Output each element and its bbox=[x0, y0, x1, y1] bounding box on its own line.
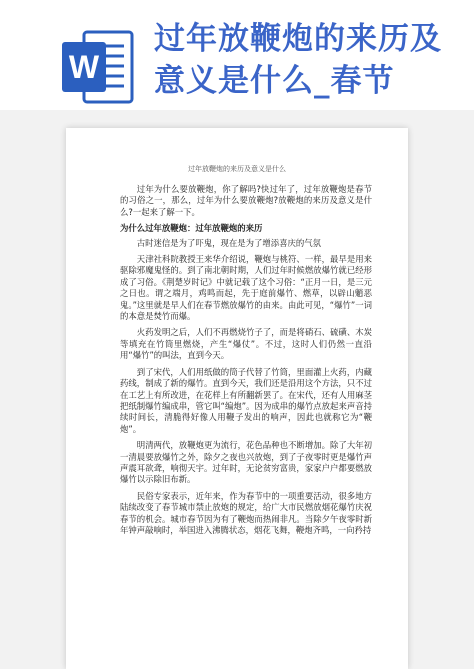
intro-paragraph: 过年为什么要放鞭炮，你了解吗?快过年了，过年放鞭炮是春节的习俗之一，那么，过年为什么要放鞭炮?放鞭炮的来历及意义是什么?一起来了解一下。 bbox=[120, 184, 372, 217]
document-title: 过年放鞭炮的来历及意义是什么 bbox=[188, 165, 286, 173]
page-title: 过年放鞭炮的来历及意义是什么_春节 bbox=[154, 21, 442, 99]
body-paragraph: 火药发明之后，人们不再燃烧竹子了，而是将硝石、硫磺、木炭等填充在竹筒里燃烧，产生“爆仗”。不过，这时人们仍然一直沿用“爆竹”的叫法，直到今天。 bbox=[120, 327, 372, 361]
body-paragraph: 天津社科院教授王来华介绍说，鞭炮与桃符、一样，最早是用来驱除邪魔鬼怪的。到了南北朝时期，人们过年时候燃放爆竹就已经形成了习俗。《荆楚岁时记》中就记载了这个习俗：“正月一日，是三元之日也。谓之端月，鸡鸣而起，先于庭前爆竹、燃草，以辟山魈恶鬼。”这里就是早人们在春节燃放爆竹的由来。由此可见，“爆竹”一词的本意是焚竹而爆。 bbox=[120, 254, 372, 322]
body-paragraph: 明清两代，放鞭炮更为流行，花色品种也不断增加。除了大年初一清晨要放爆竹之外，除夕之夜也兴放炮，到了子夜零时更是爆竹声声震耳欲聋，响彻天宇。过年时，无论贫穷富贵，家家户户都要燃放爆竹以示除旧布新。 bbox=[120, 440, 372, 485]
document-page bbox=[66, 128, 408, 669]
body-paragraph: 民俗专家表示，近年来，作为春节中的一项重要活动，很多地方陆续改变了春节城市禁止放炮的规定，给广大市民燃放烟花爆竹庆祝春节的机会。城市春节因为有了鞭炮而热闹非凡。当除夕午夜零时新年钟声敲响时，举国进入沸腾状态，烟花飞舞，鞭炮齐鸣，一向矜持 bbox=[120, 490, 372, 535]
body-paragraph: 古时迷信是为了吓鬼，现在是为了增添喜庆的气氛 bbox=[136, 237, 322, 248]
body-paragraph: 到了宋代，人们用纸做的筒子代替了竹筒，里面灌上火药，内藏药线，制成了新的爆竹。直到今天，我们还是沿用这个方法，只不过在工艺上有所改进，在花样上有所翻新罢了。在宋代，还有人用麻茎把纸制爆竹编成串，管它叫“编炮”。因为成串的爆竹点放起来声音持续时间长，清脆得好像人用鞭子发出的响声，因此也就称它为“鞭炮”。 bbox=[120, 366, 372, 434]
word-icon-letter: W bbox=[68, 49, 100, 85]
word-document-icon bbox=[60, 28, 136, 106]
document-body bbox=[120, 184, 372, 541]
section-heading: 为什么过年放鞭炮：过年放鞭炮的来历 bbox=[120, 223, 263, 234]
header-banner bbox=[0, 0, 474, 110]
